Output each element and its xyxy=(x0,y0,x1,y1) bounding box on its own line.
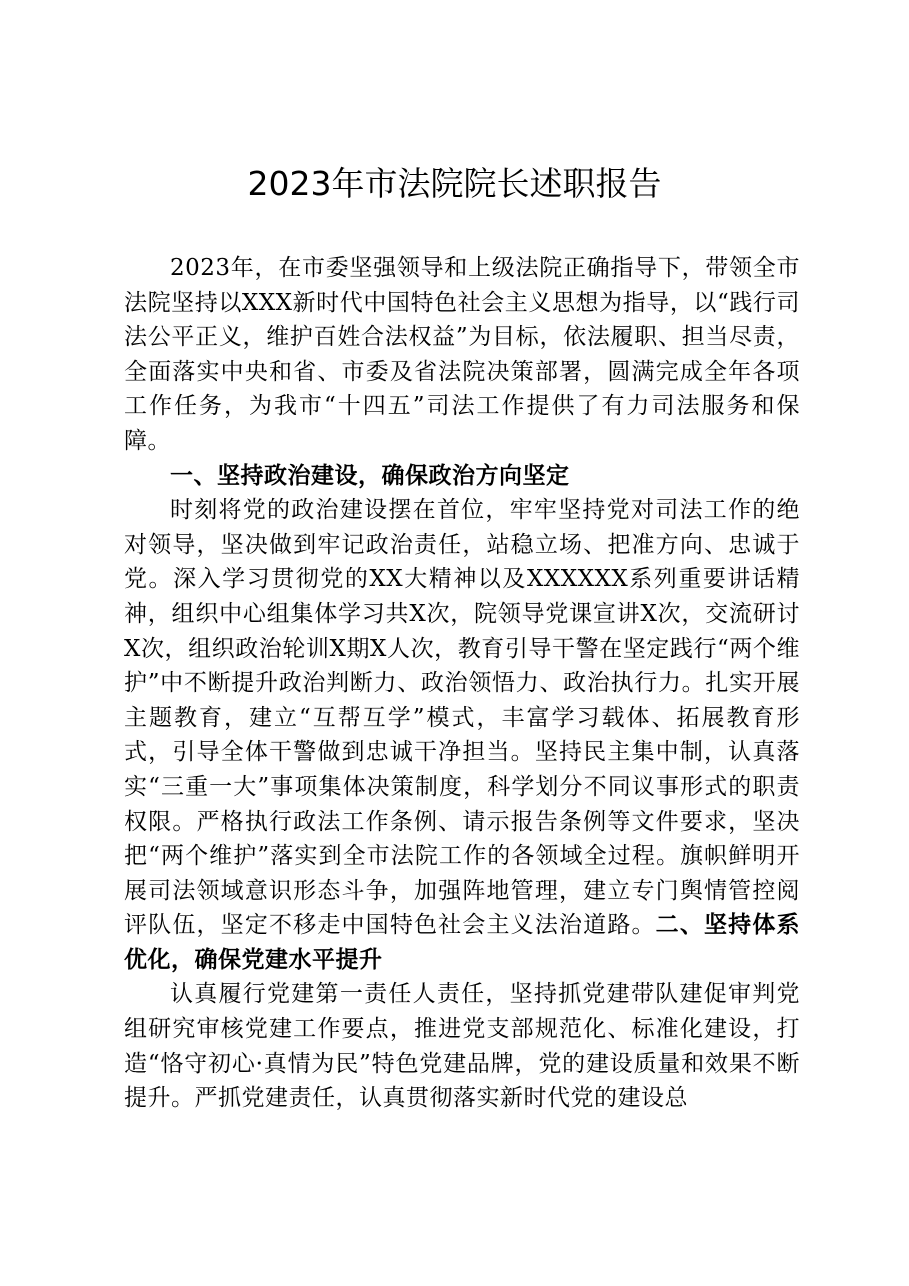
section-2-paragraph: 认真履行党建第一责任人责任，坚持抓党建带队建促审判党组研究审核党建工作要点，推进党支部规范化、标准化建设，打造“恪守初心·真情为民”特色党建品牌，党的建设质量和效果不断提升。严抓党建责任，认真贯彻落实新时代党的建设总 xyxy=(124,981,800,1112)
document-title: 2023年市法院院长述职报告 xyxy=(247,164,662,203)
section-1-heading: 一、坚持政治建设，确保政治方向坚定 xyxy=(170,462,570,489)
document-body xyxy=(124,251,800,1116)
intro-paragraph: 2023年，在市委坚强领导和上级法院正确指导下，带领全市法院坚持以XXX新时代中国特色社会主义思想为指导，以“践行司法公平正义，维护百姓合法权益”为目标，依法履职、担当尽责，全面落实中央和省、市委及省法院决策部署，圆满完成全年各项工作任务，为我市“十四五”司法工作提供了有力司法服务和保障。 xyxy=(124,255,800,454)
section-2-heading: 二、坚持体系优化，确保党建水平提升 xyxy=(124,912,801,973)
section-1-body: 时刻将党的政治建设摆在首位，牢牢坚持党对司法工作的绝对领导，坚决做到牢记政治责任，站稳立场、把准方向、忠诚于党。深入学习贯彻党的XX大精神以及XXXXXX系列重要讲话精神，组织中心组集体学习共X次，院领导党课宣讲X次，交流研讨X次，组织政治轮训X期X人次，教育引导干警在坚定践行“两个维护”中不断提升政治判断力、政治领悟力、政治执行力。扎实开展主题教育，建立“互帮互学”模式，丰富学习载体、拓展教育形式，引导全体干警做到忠诚干净担当。坚持民主集中制，认真落实“三重一大”事项集体决策制度，科学划分不同议事形式的职责权限。严格执行政法工作条例、请示报告条例等文件要求，坚决把“两个维护”落实到全市法院工作的各领域全过程。旗帜鲜明开展司法领域意识形态斗争，加强阵地管理，建立专门舆情管控阅评队伍，坚定不移走中国特色社会主义法治道路。 xyxy=(124,497,800,939)
section-1-paragraph xyxy=(124,493,800,977)
